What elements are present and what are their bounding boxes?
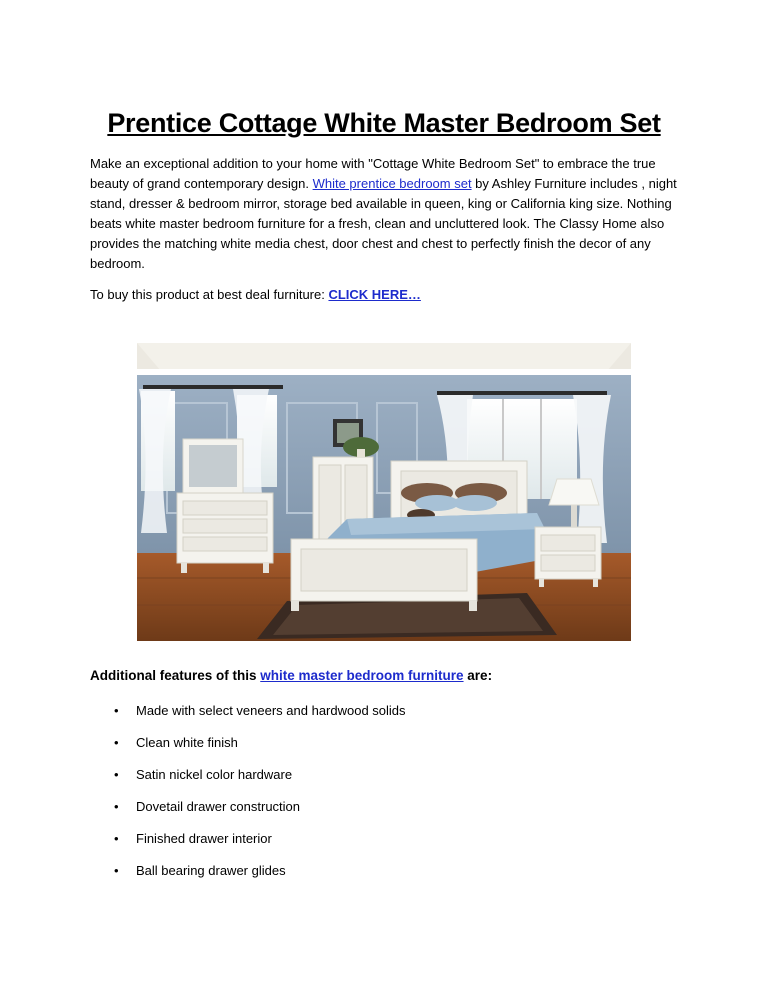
list-item — [90, 764, 406, 796]
list-item — [90, 828, 406, 860]
feature-text: Clean white finish — [136, 735, 238, 750]
page-title: Prentice Cottage White Master Bedroom Set — [107, 108, 661, 138]
click-here-link[interactable]: CLICK HERE… — [328, 287, 421, 302]
features-list — [90, 700, 406, 892]
bedroom-set-photo — [137, 343, 631, 641]
intro-paragraph — [90, 154, 680, 274]
list-item — [90, 860, 406, 892]
bullet-icon: • — [114, 831, 119, 846]
bullet-icon: • — [114, 863, 119, 878]
bullet-icon: • — [114, 735, 119, 750]
intro-text-start: Make an exceptional addition to your home with "Cottage White Bedroom Set" to embrace the true beauty of grand contemporary design. — [90, 156, 656, 191]
bullet-icon: • — [114, 799, 119, 814]
bullet-icon: • — [114, 703, 119, 718]
bullet-icon: • — [114, 767, 119, 782]
feature-text: Satin nickel color hardware — [136, 767, 293, 782]
white-master-bedroom-furniture-link[interactable]: white master bedroom furniture — [260, 668, 464, 683]
feature-text: Dovetail drawer construction — [136, 799, 301, 814]
bedroom-illustration — [137, 343, 631, 641]
feature-text: Ball bearing drawer glides — [136, 863, 286, 878]
white-prentice-bedroom-set-link[interactable]: White prentice bedroom set — [312, 176, 472, 191]
buy-line — [90, 287, 421, 302]
feature-text: Finished drawer interior — [136, 831, 272, 846]
features-heading — [90, 668, 492, 683]
intro-text-end: by Ashley Furniture includes , night stand, dresser & bedroom mirror, storage bed available in queen, king or California king size. Nothing beats white master bedroom furniture for a fresh, clean and uncluttered look. The Classy Home also provides the matching white media chest, door chest and chest to perfectly finish the decor of any bedroom. — [90, 176, 677, 271]
features-heading-prefix: Additional features of this — [90, 668, 261, 683]
list-item — [90, 732, 406, 764]
list-item — [90, 700, 406, 732]
list-item — [90, 796, 406, 828]
features-heading-suffix: are: — [463, 668, 493, 683]
feature-text: Made with select veneers and hardwood solids — [136, 703, 406, 718]
buy-prefix: To buy this product at best deal furniture: — [90, 287, 329, 302]
